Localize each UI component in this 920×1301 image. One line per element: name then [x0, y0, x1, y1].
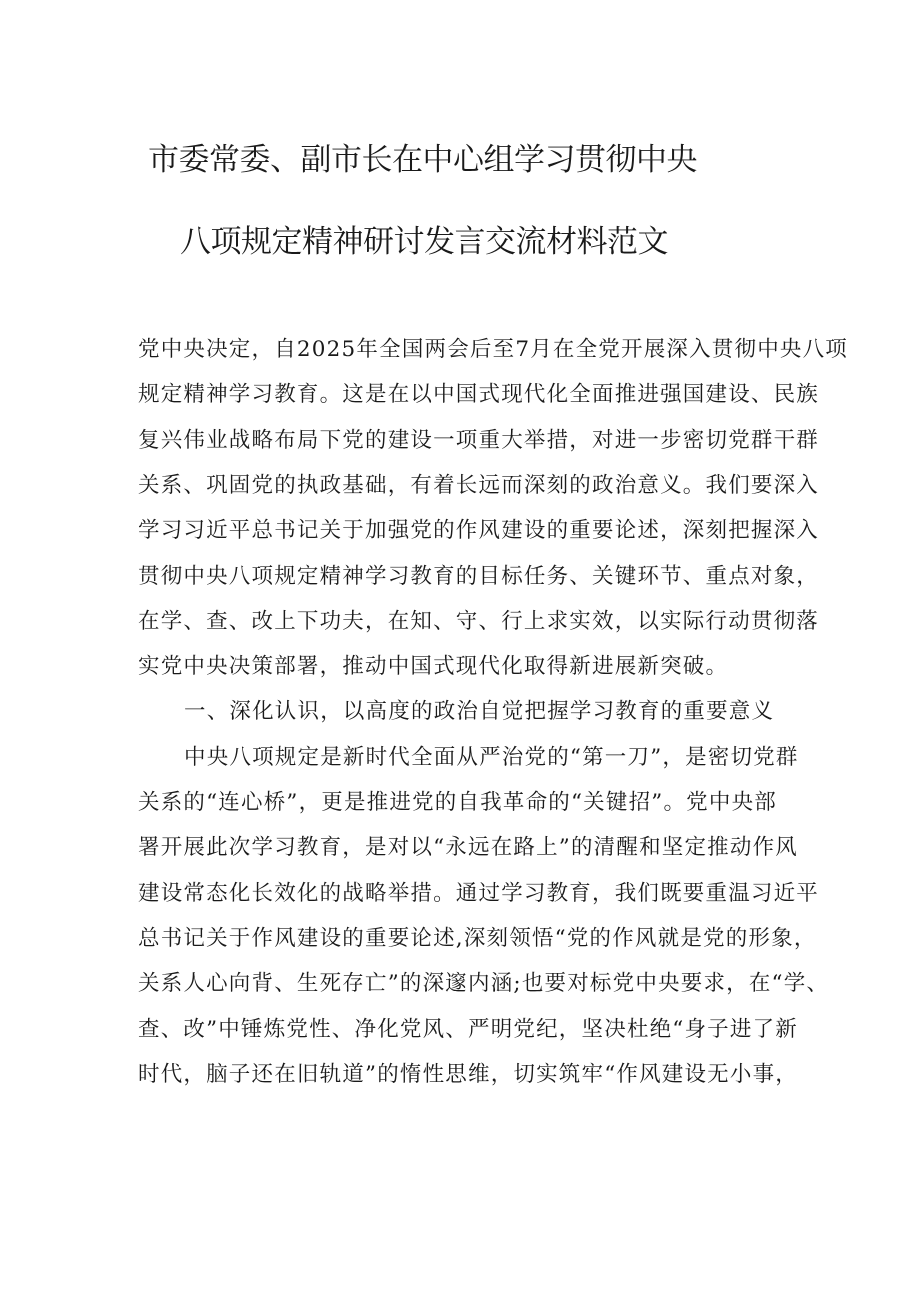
- body-line: 党中央决定，自2025年全国两会后至7月在全党开展深入贯彻中央八项: [138, 337, 848, 362]
- body-line: 署开展此次学习教育，是对以“永远在路上”的清醒和坚定推动作风: [138, 835, 798, 861]
- body-line: 贯彻中央八项规定精神学习教育的目标任务、关键环节、重点对象，: [138, 563, 820, 589]
- body-line: 学习习近平总书记关于加强党的作风建设的重要论述，深刻把握深入: [138, 518, 820, 544]
- body-line: 关系的“连心桥”，更是推进党的自我革命的“关键招”。党中央部: [138, 790, 777, 815]
- body-line: 实党中央决策部署，推动中国式现代化取得新进展新突破。: [138, 654, 729, 680]
- body-line: 一、深化认识，以高度的政治自觉把握学习教育的重要意义: [184, 699, 775, 725]
- body-line: 中央八项规定是新时代全面从严治党的“第一刀”，是密切党群: [184, 744, 799, 770]
- body-line: 关系、巩固党的执政基础，有着长远而深刻的政治意义。我们要深入: [138, 472, 820, 498]
- body-line: 建设常态化长效化的战略举措。通过学习教育，我们既要重温习近平: [138, 880, 820, 906]
- body-line: 规定精神学习教育。这是在以中国式现代化全面推进强国建设、民族: [138, 382, 820, 408]
- document-title-line-1: 市委常委、副市长在中心组学习贯彻中央: [148, 142, 697, 178]
- body-line: 总书记关于作风建设的重要论述,深刻领悟“党的作风就是党的形象，: [138, 925, 817, 951]
- body-line: 关系人心向背、生死存亡”的深邃内涵;也要对标党中央要求，在“学、: [138, 971, 830, 997]
- document-title-line-2: 八项规定精神研讨发言交流材料范文: [180, 224, 668, 260]
- body-line: 查、改”中锤炼党性、净化党风、严明党纪，坚决杜绝“身子进了新: [138, 1016, 798, 1042]
- body-line: 复兴伟业战略布局下党的建设一项重大举措，对进一步密切党群干群: [138, 427, 820, 453]
- body-line: 在学、查、改上下功夫，在知、守、行上求实效，以实际行动贯彻落: [138, 608, 820, 634]
- body-line: 时代，脑子还在旧轨道”的惰性思维，切实筑牢“作风建设无小事，: [138, 1061, 798, 1087]
